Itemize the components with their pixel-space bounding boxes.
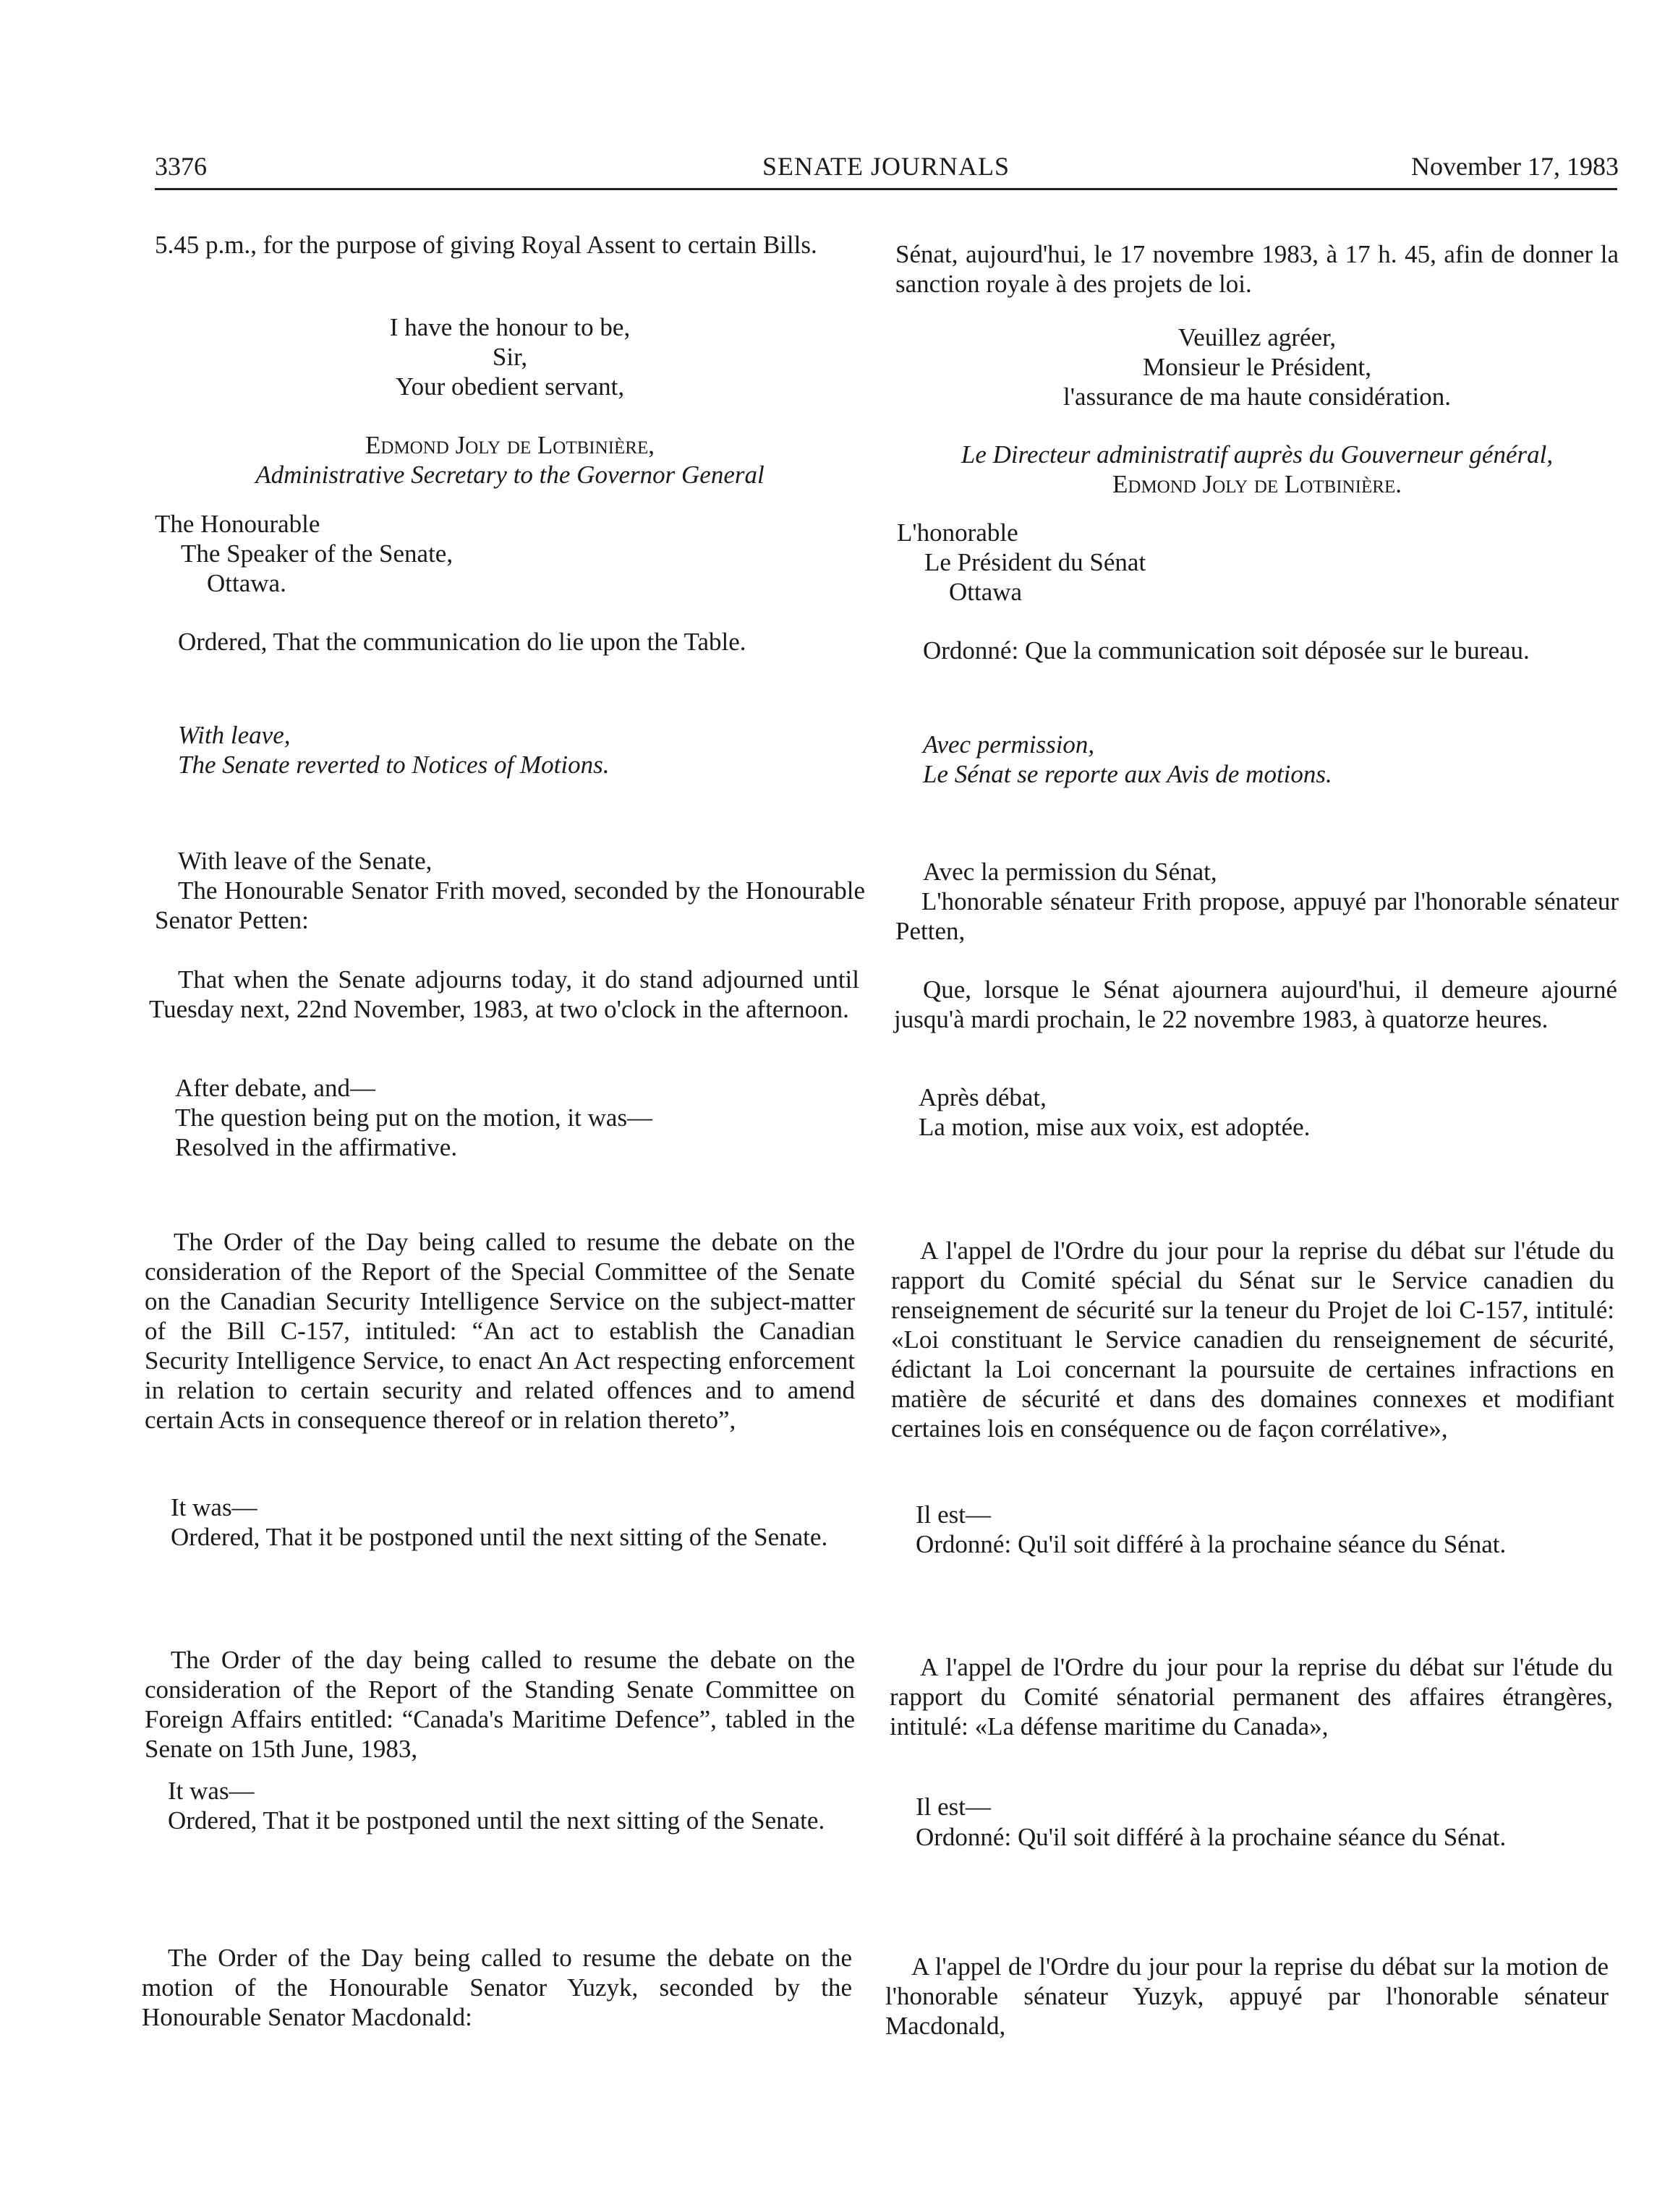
en-signer-name: Edmond Joly de Lotbinière,	[365, 431, 655, 459]
en-closing-line: Your obedient servant,	[395, 372, 625, 401]
en-order-maritime: The Order of the day being called to resume the debate on the consideration of the Report of the Standing Senate Committee on Foreign Affairs entitled: “Canada's Maritime Defence”, tabled in the Senate on 15th June, 1983,	[145, 1646, 855, 1763]
en-address-line: Ottawa.	[207, 569, 286, 597]
fr-signer-title: Le Directeur administratif auprès du Gouverneur général,	[961, 440, 1554, 469]
en-order-csis-it-was: It was—	[171, 1493, 257, 1521]
en-closing	[155, 312, 865, 401]
en-motion-text: That when the Senate adjourns today, it do stand adjourned until Tuesday next, 22nd November, 1983, at two o'clock in the afternoon.	[149, 965, 859, 1023]
en-result-line: Resolved in the affirmative.	[175, 1133, 458, 1161]
fr-motion-result	[919, 1082, 1310, 1142]
en-royal-assent-paragraph: 5.45 p.m., for the purpose of giving Royal Assent to certain Bills.	[155, 231, 817, 259]
fr-closing-line: Veuillez agréer,	[1177, 323, 1337, 351]
fr-order-csis: A l'appel de l'Ordre du jour pour la reprise du débat sur l'étude du rapport du Comité spécial du Sénat sur le Service canadien du renseignement de sécurité sur la teneur du Projet de loi C-157, intitulé: «Loi constituant le Service canadien du renseignement de sécurité, édictant la Loi concernant la poursuite de certaines infractions en matière de sécurité et dans des domaines connexes et modifiant certaines lois en conséquence ou de façon corrélative»,	[891, 1237, 1614, 1443]
fr-result-line: Après débat,	[919, 1083, 1047, 1111]
en-motion-result	[175, 1073, 652, 1162]
en-address	[155, 509, 453, 598]
en-signature	[155, 430, 865, 490]
fr-leave-note	[923, 730, 1332, 789]
en-order-maritime-it-was: It was—	[168, 1777, 255, 1805]
fr-order-maritime-il-est: Il est—	[916, 1793, 992, 1821]
en-order-csis: The Order of the Day being called to resume the debate on the consideration of the Report of the Special Committee of the Senate on the Canadian Security Intelligence Service on the subject-matter of the Bill C-157, intituled: “An act to establish the Canadian Security Intelligence Service, to enact An Act respecting enforcement in relation to certain security and related offences and to amend certain Acts in consequence thereof or in relation thereto”,	[145, 1228, 855, 1434]
en-leave-note	[178, 720, 610, 780]
fr-result-line: La motion, mise aux voix, est adoptée.	[919, 1113, 1311, 1141]
fr-closing	[895, 323, 1619, 411]
fr-order-maritime-postponed: Ordonné: Qu'il soit différé à la prochaine séance du Sénat.	[916, 1823, 1507, 1851]
fr-motion-moved: L'honorable sénateur Frith propose, appuyé par l'honorable sénateur Petten,	[895, 887, 1619, 945]
en-result-line: After debate, and—	[175, 1074, 375, 1102]
en-address-line: The Honourable	[155, 510, 320, 538]
en-closing-line: Sir,	[492, 343, 528, 371]
fr-signer-name: Edmond Joly de Lotbinière.	[1112, 470, 1402, 498]
fr-address-line: L'honorable	[897, 518, 1018, 547]
fr-motion-intro: Avec la permission du Sénat,	[923, 858, 1217, 886]
journal-title: SENATE JOURNALS	[762, 152, 1010, 181]
en-address-line: The Speaker of the Senate,	[181, 539, 453, 568]
en-order-maritime-postponed: Ordered, That it be postponed until the next sitting of the Senate.	[168, 1806, 825, 1835]
fr-closing-line: Monsieur le Président,	[1143, 353, 1371, 381]
en-leave-line: With leave,	[178, 721, 291, 749]
en-signer-title: Administrative Secretary to the Governor General	[255, 461, 765, 489]
header-rule	[155, 188, 1617, 190]
fr-signature	[895, 440, 1619, 499]
en-leave-line: The Senate reverted to Notices of Motions.	[178, 751, 610, 779]
page-number: 3376	[155, 152, 207, 181]
en-order-csis-postponed: Ordered, That it be postponed until the next sitting of the Senate.	[171, 1523, 828, 1551]
fr-royal-assent-paragraph: Sénat, aujourd'hui, le 17 novembre 1983, à 17 h. 45, afin de donner la sanction royale à des projets de loi.	[895, 240, 1619, 298]
fr-order-maritime: A l'appel de l'Ordre du jour pour la reprise du débat sur l'étude du rapport du Comité sénatorial permanent des affaires étrangères, intitulé: «La défense maritime du Canada»,	[890, 1653, 1613, 1741]
en-motion-moved: The Honourable Senator Frith moved, seconded by the Honourable Senator Petten:	[155, 876, 865, 934]
en-motion-intro: With leave of the Senate,	[178, 847, 433, 875]
fr-motion-text: Que, lorsque le Sénat ajournera aujourd'hui, il demeure ajourné jusqu'à mardi prochain, le 22 novembre 1983, à quatorze heures.	[894, 975, 1617, 1033]
fr-address-line: Ottawa	[949, 578, 1023, 606]
fr-order-csis-il-est: Il est—	[916, 1500, 992, 1529]
fr-order-yuzyk: A l'appel de l'Ordre du jour pour la reprise du débat sur la motion de l'honorable sénateur Yuzyk, appuyé par l'honorable sénateur Macdonald,	[885, 1952, 1609, 2040]
fr-closing-line: l'assurance de ma haute considération.	[1063, 383, 1451, 411]
en-closing-line: I have the honour to be,	[389, 313, 631, 341]
page-date: November 17, 1983	[1411, 152, 1619, 181]
en-result-line: The question being put on the motion, it was—	[175, 1103, 653, 1132]
fr-order-csis-postponed: Ordonné: Qu'il soit différé à la prochaine séance du Sénat.	[916, 1530, 1507, 1558]
fr-address	[897, 518, 1146, 607]
en-order-yuzyk: The Order of the Day being called to resume the debate on the motion of the Honourable Senator Yuzyk, seconded by the Honourable Senator Macdonald:	[142, 1944, 852, 2031]
fr-ordered-table: Ordonné: Que la communication soit déposée sur le bureau.	[923, 636, 1530, 665]
fr-leave-line: Avec permission,	[923, 730, 1095, 759]
en-ordered-table: Ordered, That the communication do lie upon the Table.	[178, 628, 746, 656]
fr-leave-line: Le Sénat se reporte aux Avis de motions.	[923, 760, 1332, 788]
fr-address-line: Le Président du Sénat	[924, 548, 1146, 576]
